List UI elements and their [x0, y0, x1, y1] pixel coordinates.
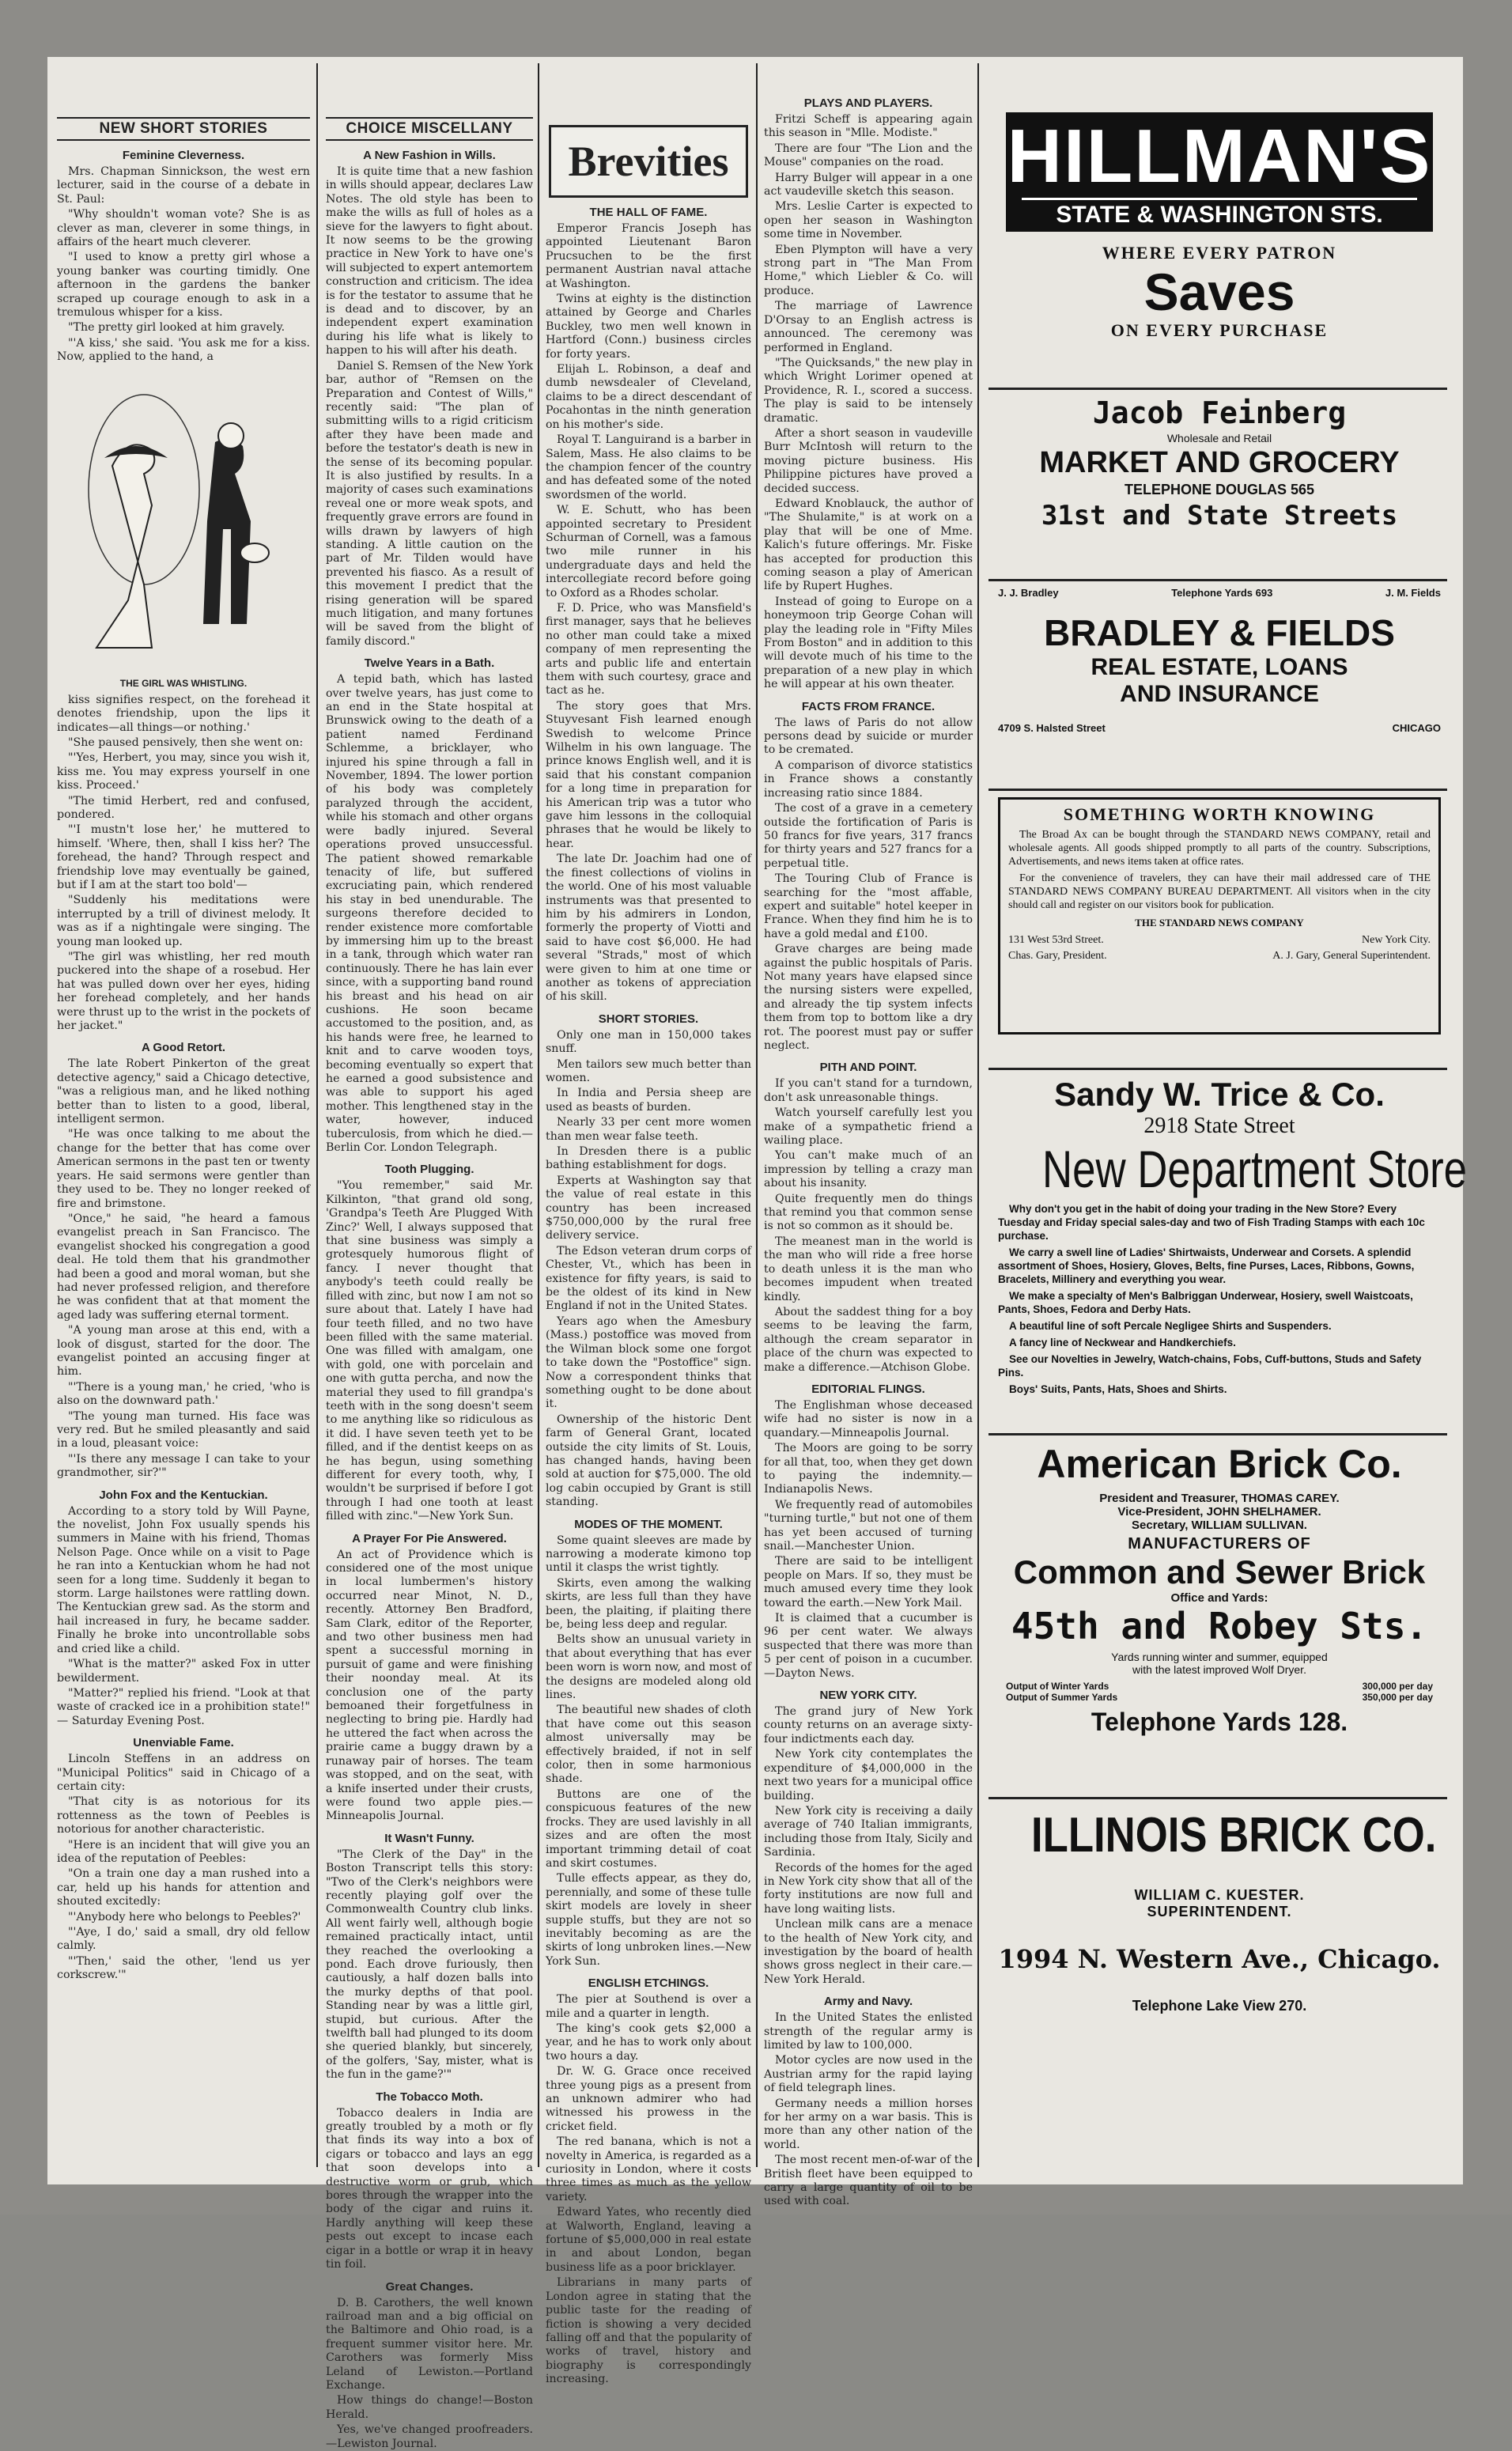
article-title: A Good Retort. — [141, 1041, 226, 1055]
notice-p1: The Broad Ax can be bought through the STANDARD NEWS COMPANY, retail and wholesale agents. All goods shipped promptly to all parts of the country. Subscriptions, Advertisements, and news items taken at office rates. — [1008, 829, 1431, 868]
ad-divider — [988, 1068, 1447, 1070]
article-paragraph: Belts show an unusual variety in that about everything that has ever been worn is worn now, and most of the designs are modeled along old lines. — [546, 1633, 751, 1702]
article-title: EDITORIAL FLINGS. — [811, 1382, 925, 1396]
column-new-short-stories — [57, 112, 310, 2169]
illinois-address: 1994 N. Western Ave., Chicago. — [998, 1944, 1441, 1974]
article-title: PLAYS AND PLAYERS. — [803, 96, 933, 110]
hillmans-name: HILLMAN'S — [1007, 114, 1432, 199]
article-paragraph: Tobacco dealers in India are greatly troubled by a moth or fly that finds its way into a box of cigars or tobacco and lays an egg that soon develops into a destructive worm or grub, which bores through the wrapper into the body of the cigar and ruins it. Hardly anything will keep these pests out except to incase each cigar in a bottle or wrap it in heavy tin foil. — [326, 2106, 533, 2271]
article-paragraph: The late Robert Pinkerton of the great detective agency," said a Chicago detective, "was a religious man, and he liked nothing better than to listen to a good, liberal, intelligent sermon. — [57, 1057, 310, 1126]
feinberg-address: 31st and State Streets — [1041, 500, 1398, 531]
article-paragraph: Some quaint sleeves are made by narrowing a moderate kimono top until it clasps the wrist tightly. — [546, 1534, 751, 1575]
american-office: Office and Yards: — [1170, 1591, 1268, 1605]
article-paragraph: Germany needs a million horses for her army on a war basis. This is more than any other nation of the world. — [764, 2097, 973, 2151]
article-paragraph: The Touring Club of France is searching for the "most affable, expert and suitable" hotel keeper in France. When they find him he is to have a gold medal and £100. — [764, 872, 973, 940]
trice-p7: Boys' Suits, Pants, Hats, Shoes and Shirts. — [1009, 1383, 1227, 1395]
ad-standard-news — [998, 797, 1441, 1058]
notice-city: New York City. — [1362, 934, 1431, 946]
article-paragraph: "On a train one day a man rushed into a car, held up his hands for attention and shouted excitedly: — [57, 1867, 310, 1908]
column-rule — [316, 63, 318, 2167]
notice-street: 131 West 53rd Street. — [1008, 934, 1104, 946]
article-paragraph: Years ago when the Amesbury (Mass.) postoffice was moved from the Wilman block some one forgot to take down the "Postoffice" sign. Now a correspondent thinks that something ought to be done about it. — [546, 1314, 751, 1411]
ad-sandy-trice — [998, 1076, 1468, 1424]
article-paragraph: There are four "The Lion and the Mouse" companies on the road. — [764, 142, 973, 169]
trice-p1: Why don't you get in the habit of doing your trading in the New Store? Every Tuesday and Friday special sales-day and two of Fish Trading Stamps with each 10c purchase. — [998, 1203, 1425, 1242]
article-title: Unenviable Fame. — [133, 1736, 234, 1750]
trice-address: 2918 State Street — [1143, 1114, 1295, 1138]
article-paragraph: Grave charges are being made against the public hospitals of Paris. Not many years have elapsed since the nursing sisters were expelled, and already the tip system infects them from top to bottom like a dry rot. The poorest must pay or suffer neglect. — [764, 943, 973, 1052]
hillmans-address: STATE & WASHINGTON STS. — [1022, 198, 1417, 229]
article-paragraph: Ownership of the historic Dent farm of General Grant, located outside the city limits of St. Louis, has changed hands, having been sold at auction for $75,000. The old log cabin occupied by Grant is still standing. — [546, 1413, 751, 1509]
article-paragraph: D. B. Carothers, the well known railroad man and a big official on the Baltimore and Ohio road, is a frequent summer visitor here. Mr. Carothers was formerly Miss Leland of Lewiston.—Portland Exchange. — [326, 2296, 533, 2392]
article-title: Tooth Plugging. — [384, 1163, 474, 1177]
trice-p4: A beautiful line of soft Percale Negligee Shirts and Suspenders. — [1009, 1320, 1332, 1332]
article-paragraph: Fritzi Scheff is appearing again this season in "Mlle. Modiste." — [764, 113, 973, 140]
article-paragraph: Mrs. Leslie Carter is expected to open her season in Washington some time in November. — [764, 200, 973, 241]
article-paragraph: The Englishman whose deceased wife had no sister is now in a quandary.—Minneapolis Journal. — [764, 1398, 973, 1439]
article-paragraph: Nearly 33 per cent more women than men wear false teeth. — [546, 1116, 751, 1143]
bradley-left: J. J. Bradley — [998, 587, 1059, 599]
article-paragraph: Only one man in 150,000 takes snuff. — [546, 1028, 751, 1056]
article-paragraph: A tepid bath, which has lasted over twelve years, has just come to an end in the State hospital at Brunswick owing to the death of a patient named Ferdinand Schlemme, a bricklayer, who injured his spine through a fall in November, 1894. The lower portion of his body was completely paralyzed through the accident, while his stomach and other organs were badly injured. Several operations proved unsuccessful. The patient showed remarkable tenacity of life, but suffered excruciating pain, which rendered his stay in bed unendurable. The surgeons therefore decided to render existence more comfortable by immersing him up to the breast in a tank, through which water ran continuously. There he has lain ever since, with a supporting band round his breast and his head on air cushions. He soon became accustomed to the position, and, as his hands were free, he learned to knit and to carve wooden toys, becoming eventually so expert that he earned a good subsistence and was able to support his aged mother. This lengthened stay in the water, however, induced tuberculosis, from which he died.—Berlin Cor. London Telegraph. — [326, 673, 533, 1155]
hillmans-line1: WHERE EVERY PATRON — [1102, 243, 1337, 263]
article-paragraph: Records of the homes for the aged in New York city show that all of the forty institutions are now full and have long waiting lists. — [764, 1861, 973, 1916]
article-paragraph: You can't make much of an impression by telling a crazy man about his insanity. — [764, 1149, 973, 1190]
article-paragraph: "'I mustn't lose her,' he muttered to himself. 'Where, then, shall I kiss her? The forehead, the hand? Through respect and friendship love may eventually be gained, but if I am at the start too bold'— — [57, 823, 310, 891]
trice-p6: See our Novelties in Jewelry, Watch-chains, Fobs, Cuff-buttons, Studs and Safety Pins. — [998, 1353, 1422, 1379]
american-product: Common and Sewer Brick — [1013, 1553, 1426, 1591]
article-paragraph: W. E. Schutt, who has been appointed secretary to President Schurman of Cornell, was a famous two mile runner in his undergraduate days and held the intercollegiate record before going to Oxford as a Rhodes scholar. — [546, 504, 751, 600]
article-title: MODES OF THE MOMENT. — [574, 1517, 723, 1531]
article-paragraph: Royal T. Languirand is a barber in Salem, Mass. He also claims to be the champion fencer of the country and has defeated some of the noted swordsmen of the world. — [546, 433, 751, 501]
illustration-caption: THE GIRL WAS WHISTLING. — [119, 677, 248, 689]
article-paragraph: "You remember," said Mr. Kilkinton, "that grand old song, 'Grandpa's Teeth Are Plugged With Zinc?' Well, I always supposed that that sine business was simply a grotesquely humorous flight of fancy. I never thought that anybody's teeth could really be filled with zinc, but now I am not so sure about that. Lately I have had four teeth filled, and no two have been filled with the same material. One was filled with amalgam, one with gold, one with porcelain and one with gutta percha, and now the material they used to fill grandpa's teeth with in the song doesn't seem to me anything like so ridiculous as it did. I have seven teeth yet to be filled, and if the dentist keeps on as he has begun, using something different for every tooth, why, I wouldn't be surprised if before I got through I had one tooth at least filled with zinc."—New York Sun. — [326, 1179, 533, 1523]
feinberg-business: MARKET AND GROCERY — [1039, 446, 1400, 479]
illinois-title: SUPERINTENDENT. — [1147, 1904, 1292, 1920]
article-paragraph: "'Yes, Herbert, you may, since you wish it, kiss me. You may express yourself in one kiss. Proceed.' — [57, 751, 310, 792]
story-list — [764, 96, 973, 2209]
notice-title: SOMETHING WORTH KNOWING — [1063, 804, 1376, 824]
article-paragraph: It is quite time that a new fashion in wills should appear, declares Law Notes. The old style has been to make the wills as full of holes as a sieve for the lawyers to fight about. It now seems to be the growing practice in New York to have one's will subjected to expert antemortem construction and criticism. The idea is for the testator to assume that he is dead and to discover, by an independent expert examination during his life what is likely to happen to his will after his death. — [326, 165, 533, 357]
bradley-phone: Telephone Yards 693 — [1171, 587, 1273, 599]
article-paragraph: In India and Persia sheep are used as beasts of burden. — [546, 1087, 751, 1114]
column-choice-miscellany — [326, 112, 533, 2450]
article-paragraph: "Why shouldn't woman vote? She is as clever as man, cleverer in some things, in affairs of the heart much cleverer. — [57, 208, 310, 249]
bradley-line2: AND INSURANCE — [1120, 681, 1319, 707]
illinois-person: WILLIAM C. KUESTER. — [1134, 1887, 1305, 1903]
article-paragraph: "'Anybody here who belongs to Peebles?' — [68, 1910, 301, 1923]
article-paragraph: Dr. W. G. Grace once received three young pigs as a present from an unknown admirer who had witnessed his prowess in the cricket field. — [546, 2065, 751, 2133]
ad-illinois-brick — [998, 1805, 1441, 2137]
article-paragraph: "'Is there any message I can take to your grandmother, sir?'" — [57, 1452, 310, 1480]
article-paragraph: The cost of a grave in a cemetery outside the fortification of Paris is 50 francs for five years, 317 francs for thirty years and 527 francs for a perpetual title. — [764, 802, 973, 870]
article-paragraph: The pier at Southend is over a mile and a quarter in length. — [546, 1993, 751, 2020]
article-paragraph: A comparison of divorce statistics in France shows a constantly increasing ratio since 1884. — [764, 758, 973, 800]
hillmans-line2: ON EVERY PURCHASE — [1110, 320, 1329, 340]
ad-american-brick — [998, 1441, 1441, 1757]
ad-divider — [988, 1797, 1447, 1799]
ad-divider — [988, 1433, 1447, 1435]
article-paragraph: "'Aye, I do,' said a small, dry old fellow calmly. — [57, 1926, 310, 1953]
american-out2v: 350,000 per day — [1362, 1692, 1433, 1703]
article-paragraph: Edward Knoblauck, the author of "The Shulamite," is at work on a play that will be one of Mme. Kalich's future offerings. Mr. Fiske has accepted for production this coming season a play of American life by Rupert Hughes. — [764, 497, 973, 593]
article-title: Feminine Cleverness. — [122, 149, 245, 162]
bradley-city: CHICAGO — [1392, 722, 1441, 734]
article-paragraph: Daniel S. Remsen of the New York bar, author of "Remsen on the Preparation and Contest of Wills," recently said: "The plan of submitting wills to a rigid criticism after they have been made and before the testator's death is new in the sense of its becoming popular. It is also justified by results. In a majority of cases such examinations reveal one or more weak spots, and frequently grave errors are found in wills drawn by lawyers of high standing. A little caution on the part of Mr. Tilden would have prevented his fiasco. As a result of this movement I predict that the rising generation will be spared much litigation, and many fortunes will be saved from the blight of family discord." — [326, 359, 533, 648]
article-paragraph: Librarians in many parts of London agree in stating that the public taste for the reading of fiction is showing a very decided falling off and that the popularity of works of travel, history and biography is correspondingly increasing. — [546, 2276, 751, 2386]
article-paragraph: The beautiful new shades of cloth that have come out this season almost universally may be effectively braided, if not in self color, then in some harmonious shade. — [546, 1704, 751, 1786]
article-paragraph: F. D. Price, who was Mansfield's first manager, says that he believes no other man could take a mixed company of men representing the arts and public life and entertain them with such courtesy, grace and tact as he. — [546, 601, 751, 698]
article-title: SHORT STORIES. — [598, 1012, 699, 1026]
article-title: The Tobacco Moth. — [376, 2090, 483, 2104]
article-paragraph: "Here is an incident that will give you an idea of the reputation of Peebles: — [57, 1838, 310, 1865]
article-paragraph: "'A kiss,' she said. 'You ask me for a kiss. Now, applied to the hand, a — [57, 336, 310, 364]
bradley-line1: REAL ESTATE, LOANS — [1091, 654, 1348, 680]
article-paragraph: "The Clerk of the Day" in the Boston Transcript tells this story: "Two of the Clerk's neighbors were recently playing golf over the Commonwealth Country club links. All went fairly well, although bogie remained practically intact, until they reached the overlooking a pond. Each drove furiously, then cautiously, a half dozen balls into the murky depths of that pool. Standing near by was a little girl, stupid, but curious. After the twelfth ball had plunged to its doom she queried blankly, but sincerely, of the golfers, 'Say, mister, what is the fun in the game?'" — [326, 1848, 533, 2082]
american-out2: Output of Summer Yards — [1006, 1692, 1118, 1703]
american-yards2: with the latest improved Wolf Dryer. — [1132, 1663, 1306, 1676]
article-paragraph: There are said to be intelligent people on Mars. If so, they must be much amused every time they look toward the earth.—New York Mail. — [764, 1555, 973, 1609]
feinberg-sub: Wholesale and Retail — [1166, 432, 1272, 444]
column-rule — [538, 63, 539, 2167]
article-paragraph: Experts at Washington say that the value of real estate in this country has been increased $750,000,000 by the rural free delivery service. — [546, 1174, 751, 1243]
article-title: John Fox and the Kentuckian. — [99, 1488, 268, 1502]
story-list — [546, 206, 751, 2387]
article-paragraph: Skirts, even among the walking skirts, are less full than they have been, the plaiting, if plaiting there be, being less deep and regular. — [546, 1576, 751, 1631]
article-paragraph: The Moors are going to be sorry for all that, too, when they get down to paying the indemnity.—Indianapolis News. — [764, 1442, 973, 1496]
trice-name: Sandy W. Trice & Co. — [1054, 1076, 1385, 1113]
article-title: PITH AND POINT. — [819, 1061, 917, 1075]
article-paragraph: After a short season in vaudeville Burr McIntosh will return to the moving picture business. His Philippine pictures have proved a decided success. — [764, 426, 973, 495]
article-paragraph: "I used to know a pretty girl whose a young banker was courting timidly. One afternoon in the gardens the banker scraped up courage enough to ask in a tremulous whisper for a kiss. — [57, 251, 310, 320]
article-title: A Prayer For Pie Answered. — [352, 1531, 507, 1545]
feinberg-phone: TELEPHONE DOUGLAS 565 — [1124, 482, 1315, 497]
article-paragraph: "'There is a young man,' he cried, 'who is also on the downward path.' — [57, 1380, 310, 1408]
article-paragraph: "The girl was whistling, her red mouth puckered into the shape of a rosebud. Her hat was pulled down over her eyes, hiding her forehead completely, and her hands were thrust up to the wrist in the pockets of her jacket." — [57, 951, 310, 1033]
article-paragraph: "Matter?" replied his friend. "Look at that waste of cracked ice in a prohibition state!" — Saturday Evening Post. — [57, 1686, 310, 1727]
ad-hillmans — [998, 112, 1441, 389]
article-title: THE HALL OF FAME. — [589, 206, 708, 219]
trice-p3: We make a specialty of Men's Balbriggan Underwear, Hosiery, swell Waistcoats, Pants, Shoes, Fedora and Derby Hats. — [998, 1290, 1413, 1315]
article-title: A New Fashion in Wills. — [363, 149, 496, 162]
american-out1: Output of Winter Yards — [1006, 1681, 1109, 1692]
ad-divider — [988, 579, 1447, 581]
american-officer1: President and Treasurer, THOMAS CAREY. — [1099, 1492, 1340, 1505]
article-paragraph: Motor cycles are now used in the Austrian army for the rapid laying of field telegraph lines. — [764, 2054, 973, 2095]
article-paragraph: New York city is receiving a daily average of 740 Italian immigrants, including those from Italy, Sicily and Sardinia. — [764, 1804, 973, 1859]
article-paragraph: The laws of Paris do not allow persons dead by suicide or murder to be cremated. — [764, 716, 973, 757]
article-paragraph: "A young man arose at this end, with a look of disgust, started for the door. The evangelist pointed an accusing finger at him. — [57, 1324, 310, 1379]
illustration-couple — [57, 371, 310, 671]
ad-jacob-feinberg — [998, 395, 1441, 585]
newspaper-page — [47, 57, 1468, 2450]
article-paragraph: "He was once talking to me about the change for the better that has come over American sermons in the past ten or twenty years. He said sermons were gentler than they used to be. They no longer reeked of fire and brimstone. — [57, 1128, 310, 1210]
article-paragraph: Buttons are one of the conspicuous features of the new frocks. They are used lavishly in all sizes and are often the most important trimming detail of coat and skirt costumes. — [546, 1787, 751, 1870]
article-title: FACTS FROM FRANCE. — [801, 699, 936, 713]
ad-divider — [988, 789, 1447, 791]
article-paragraph: "What is the matter?" asked Fox in utter bewilderment. — [57, 1658, 310, 1685]
section-heading: NEW SHORT STORIES — [57, 117, 310, 141]
american-officer2: Vice-President, JOHN SHELHAMER. — [1117, 1505, 1321, 1519]
article-paragraph: In the United States the enlisted strength of the regular army is limited by law to 100,000. — [764, 2011, 973, 2052]
story-list — [57, 149, 310, 1983]
article-paragraph: Men tailors sew much better than women. — [546, 1057, 751, 1084]
trice-p5: A fancy line of Neckwear and Handkerchiefs. — [1009, 1337, 1236, 1348]
article-paragraph: The meanest man in the world is the man who will ride a free horse to death unless it is the man who becomes impudent when treated kindly. — [764, 1235, 973, 1303]
brevities-banner: Brevities — [549, 125, 748, 198]
article-paragraph: Edward Yates, who recently died at Walworth, England, leaving a fortune of $5,000,000 in real estate in and about London, began business life as a poor bricklayer. — [546, 2206, 751, 2274]
article-paragraph: Instead of going to Europe on a honeymoon trip George Cohan will play the leading role in "Fifty Miles From Boston" and in addition to this will devote much of his time to the preparation of a new play in which he will appear at his own theater. — [764, 595, 973, 691]
american-address: 45th and Robey Sts. — [1011, 1605, 1428, 1647]
article-paragraph: About the saddest thing for a boy seems to be leaving the farm, although the cream separator in place of the churn was expected to make a difference.—Atchison Globe. — [764, 1305, 973, 1374]
article-title: NEW YORK CITY. — [819, 1689, 917, 1703]
american-yards1: Yards running winter and summer, equipped — [1111, 1651, 1328, 1663]
article-paragraph: The grand jury of New York county returns on an average sixty-four indictments each day. — [764, 1705, 973, 1746]
notice-p2: For the convenience of travelers, they can have their mail addressed care of THE STANDARD NEWS COMPANY BUREAU DEPARTMENT. All visitors when in the city should call and register on our visitors book for publication. — [1008, 872, 1431, 911]
article-paragraph: "Suddenly his meditations were interrupted by a trill of divinest melody. It was as if a nightingale were singing. The young man looked up. — [57, 894, 310, 948]
article-paragraph: "She paused pensively, then she went on: — [68, 736, 304, 749]
article-paragraph: "The pretty girl looked at him gravely. — [68, 321, 285, 335]
article-paragraph: Eben Plympton will have a very strong part in "The Man From Home," which Liebler & Co. will produce. — [764, 243, 973, 297]
article-paragraph: Tulle effects appear, as they do, perennially, and some of these tulle skirt models are lovely in sheer supple stuffs, but they are not so inevitably becoming as are the skirts of long unbroken lines.—New York Sun. — [546, 1872, 751, 1968]
american-name: American Brick Co. — [1037, 1442, 1402, 1486]
article-paragraph: In Dresden there is a public bathing establishment for dogs. — [546, 1145, 751, 1172]
notice-super: A. J. Gary, General Superintendent. — [1272, 950, 1431, 962]
trice-p2: We carry a swell line of Ladies' Shirtwaists, Underwear and Corsets. A splendid assortment of Shoes, Hosiery, Gloves, Belts, fine Purses, Laces, Ribbons, Gowns, Bracelets, Millinery and everything you wear. — [998, 1246, 1415, 1285]
article-paragraph: Mrs. Chapman Sinnickson, the west ern lecturer, said in the course of a debate in St. Paul: — [57, 165, 310, 206]
article-paragraph: "Once," he said, "he heard a famous evangelist preach in San Francisco. The evangelist shocked his congregation a good deal. He told them that his grandmother had been a good and moral woman, but she had never professed religion, and therefore he was confident that at that moment the aged lady was suffering eternal torment. — [57, 1212, 310, 1322]
article-paragraph: It is claimed that a cucumber is 96 per cent water. We always suspected that there was more than 5 per cent of poison in a cucumber.—Dayton News. — [764, 1612, 973, 1680]
article-paragraph: How things do change!—Boston Herald. — [326, 2394, 533, 2421]
article-paragraph: The red banana, which is not a novelty in America, is regarded as a curiosity in London, where it costs three times as much as the yellow variety. — [546, 2135, 751, 2203]
article-paragraph: Twins at eighty is the distinction attained by George and Charles Buckley, two men well known in Hartford (Conn.) business circles for forty years. — [546, 293, 751, 361]
article-paragraph: Watch yourself carefully lest you make of a sympathetic friend a wailing place. — [764, 1106, 973, 1148]
article-paragraph: "'Then,' said the other, 'lend us yer corkscrew.'" — [57, 1954, 310, 1982]
illinois-name: ILLINOIS BRICK CO. — [1031, 1808, 1437, 1863]
illinois-phone: Telephone Lake View 270. — [1132, 1998, 1307, 2014]
feinberg-name: Jacob Feinberg — [1092, 395, 1347, 430]
article-title: Twelve Years in a Bath. — [364, 656, 495, 671]
column-brevities — [546, 120, 751, 2386]
trice-store: New Department Store — [1042, 1140, 1468, 1198]
ad-divider — [988, 388, 1447, 390]
article-paragraph: The late Dr. Joachim had one of the finest collections of violins in the world. One of his most valuable instruments was that presented to him by his admirers in London, formerly the property of Viotti and said to have cost $6,000. He had several "Strads," most of which were given to him at one time or another as tokens of appreciation of his skill. — [546, 853, 751, 1004]
notice-company: THE STANDARD NEWS COMPANY — [1135, 917, 1304, 929]
american-mfr: MANUFACTURERS OF — [1128, 1535, 1311, 1553]
story-list — [326, 149, 533, 2451]
bradley-name: BRADLEY & FIELDS — [1044, 612, 1395, 653]
article-paragraph: The king's cook gets $2,000 a year, and he has to work only about two hours a day. — [546, 2022, 751, 2063]
article-paragraph: Emperor Francis Joseph has appointed Lieutenant Baron Prucsuchen to be the first permanent Austrian naval attache at Washington. — [546, 222, 751, 290]
article-paragraph: According to a story told by Will Payne, the novelist, John Fox usually spends his summers in Maine with his friend, Thomas Nelson Page. Once while on a visit to Page he ran into a Kentuckian whom he had not seen for a long time. Suddenly it began to storm. Large hailstones were rattling down. The Kentuckian grew sad. As the storm and hail increased in fury, he became sadder. Finally he broke into uncontrollable sobs and cried like a child. — [57, 1504, 310, 1655]
article-title: Great Changes. — [385, 2279, 474, 2294]
article-paragraph: We frequently read of automobiles "turning turtle," but not one of them has yet been accused of turning snail.—Manchester Union. — [764, 1498, 973, 1553]
article-paragraph: An act of Providence which is considered one of the most unique in local lumbermen's history occurred near Minot, N. D., recently. Attorney Ben Bradford, Sam Clark, editor of the Reporter, and two other business men had spent a successful morning in pursuit of game and were finishing their noonday meal. At its conclusion one of the party bemoaned their forgetfulness in neglecting to bring pie. Hardly had he uttered the fact when across the prairie came a buggy drawn by a runaway pair of horses. The team was stopped, and on the seat, with a knife inserted under their crusts, were found two apple pies.—Minneapolis Journal. — [326, 1548, 533, 1823]
article-paragraph: "The timid Herbert, red and confused, pondered. — [57, 794, 310, 821]
article-paragraph: "The young man turned. His face was very red. But he smiled pleasantly and said in a loud, pleasant voice: — [57, 1409, 310, 1451]
article-paragraph: If you can't stand for a turndown, don't ask unreasonable things. — [764, 1077, 973, 1104]
article-title: Army and Navy. — [823, 1995, 913, 2009]
article-paragraph: New York city contemplates the expenditure of $4,000,000 in the next two years for a municipal office building. — [764, 1748, 973, 1802]
column-plays-and-players — [764, 89, 973, 2208]
american-phone: Telephone Yards 128. — [1091, 1708, 1348, 1736]
article-paragraph: Elijah L. Robinson, a deaf and dumb newsdealer of Cleveland, claims to be a direct descendant of Pocahontas in the ninth generation on his mother's side. — [546, 363, 751, 431]
article-title: ENGLISH ETCHINGS. — [588, 1976, 709, 1991]
article-paragraph: Quite frequently men do things that remind you that common sense is not so common as it should be. — [764, 1192, 973, 1233]
column-rule — [756, 63, 758, 2167]
article-title: It Wasn't Funny. — [384, 1831, 474, 1845]
hillmans-saves: Saves — [1143, 263, 1295, 321]
section-heading: CHOICE MISCELLANY — [326, 117, 533, 141]
bradley-address: 4709 S. Halsted Street — [998, 722, 1106, 734]
article-paragraph: kiss signifies respect, on the forehead it denotes friendship, upon the lips it indicates—all things—or nothing.' — [57, 693, 310, 734]
article-paragraph: Unclean milk cans are a menace to the health of New York city, and investigation by the board of health shows gross neglect in their care.—New York Herald. — [764, 1918, 973, 1986]
article-paragraph: The story goes that Mrs. Stuyvesant Fish learned enough Swedish to welcome Prince Wilhelm in his own language. The prince knows English well, and it is said that his constant companion for a long time in preparation for his American trip was a tutor who gave him lessons in the colloquial phrases that he would be likely to hear. — [546, 699, 751, 850]
article-paragraph: The most recent men-of-war of the British fleet have been equipped to carry a large quantity of oil to be used with coal. — [764, 2154, 973, 2208]
article-paragraph: Yes, we've changed proofreaders.—Lewiston Journal. — [326, 2423, 533, 2450]
article-paragraph: The marriage of Lawrence D'Orsay to an English actress is announced. The ceremony was performed in England. — [764, 300, 973, 354]
article-paragraph: Lincoln Steffens in an address on "Municipal Politics" said in Chicago of a certain city: — [57, 1753, 310, 1793]
article-paragraph: The Edson veteran drum corps of Chester, Vt., which has been in existence for fifty years, is said to be the oldest of its kind in New England if not in the United States. — [546, 1244, 751, 1313]
article-paragraph: "That city is as notorious for its rottenness as the town of Peebles is notorious for another characteristic. — [57, 1795, 310, 1836]
ad-bradley-fields — [998, 587, 1441, 792]
american-out1v: 300,000 per day — [1362, 1681, 1433, 1692]
bradley-right: J. M. Fields — [1385, 587, 1441, 599]
column-rule — [977, 63, 979, 2167]
article-paragraph: Harry Bulger will appear in a one act vaudeville sketch this season. — [764, 171, 973, 199]
notice-president: Chas. Gary, President. — [1008, 950, 1107, 962]
american-officer3: Secretary, WILLIAM SULLIVAN. — [1132, 1519, 1307, 1532]
article-paragraph: "The Quicksands," the new play in which Wright Lorimer opened at Providence, R. I., scored a success. The play is said to be intensely dramatic. — [764, 356, 973, 425]
